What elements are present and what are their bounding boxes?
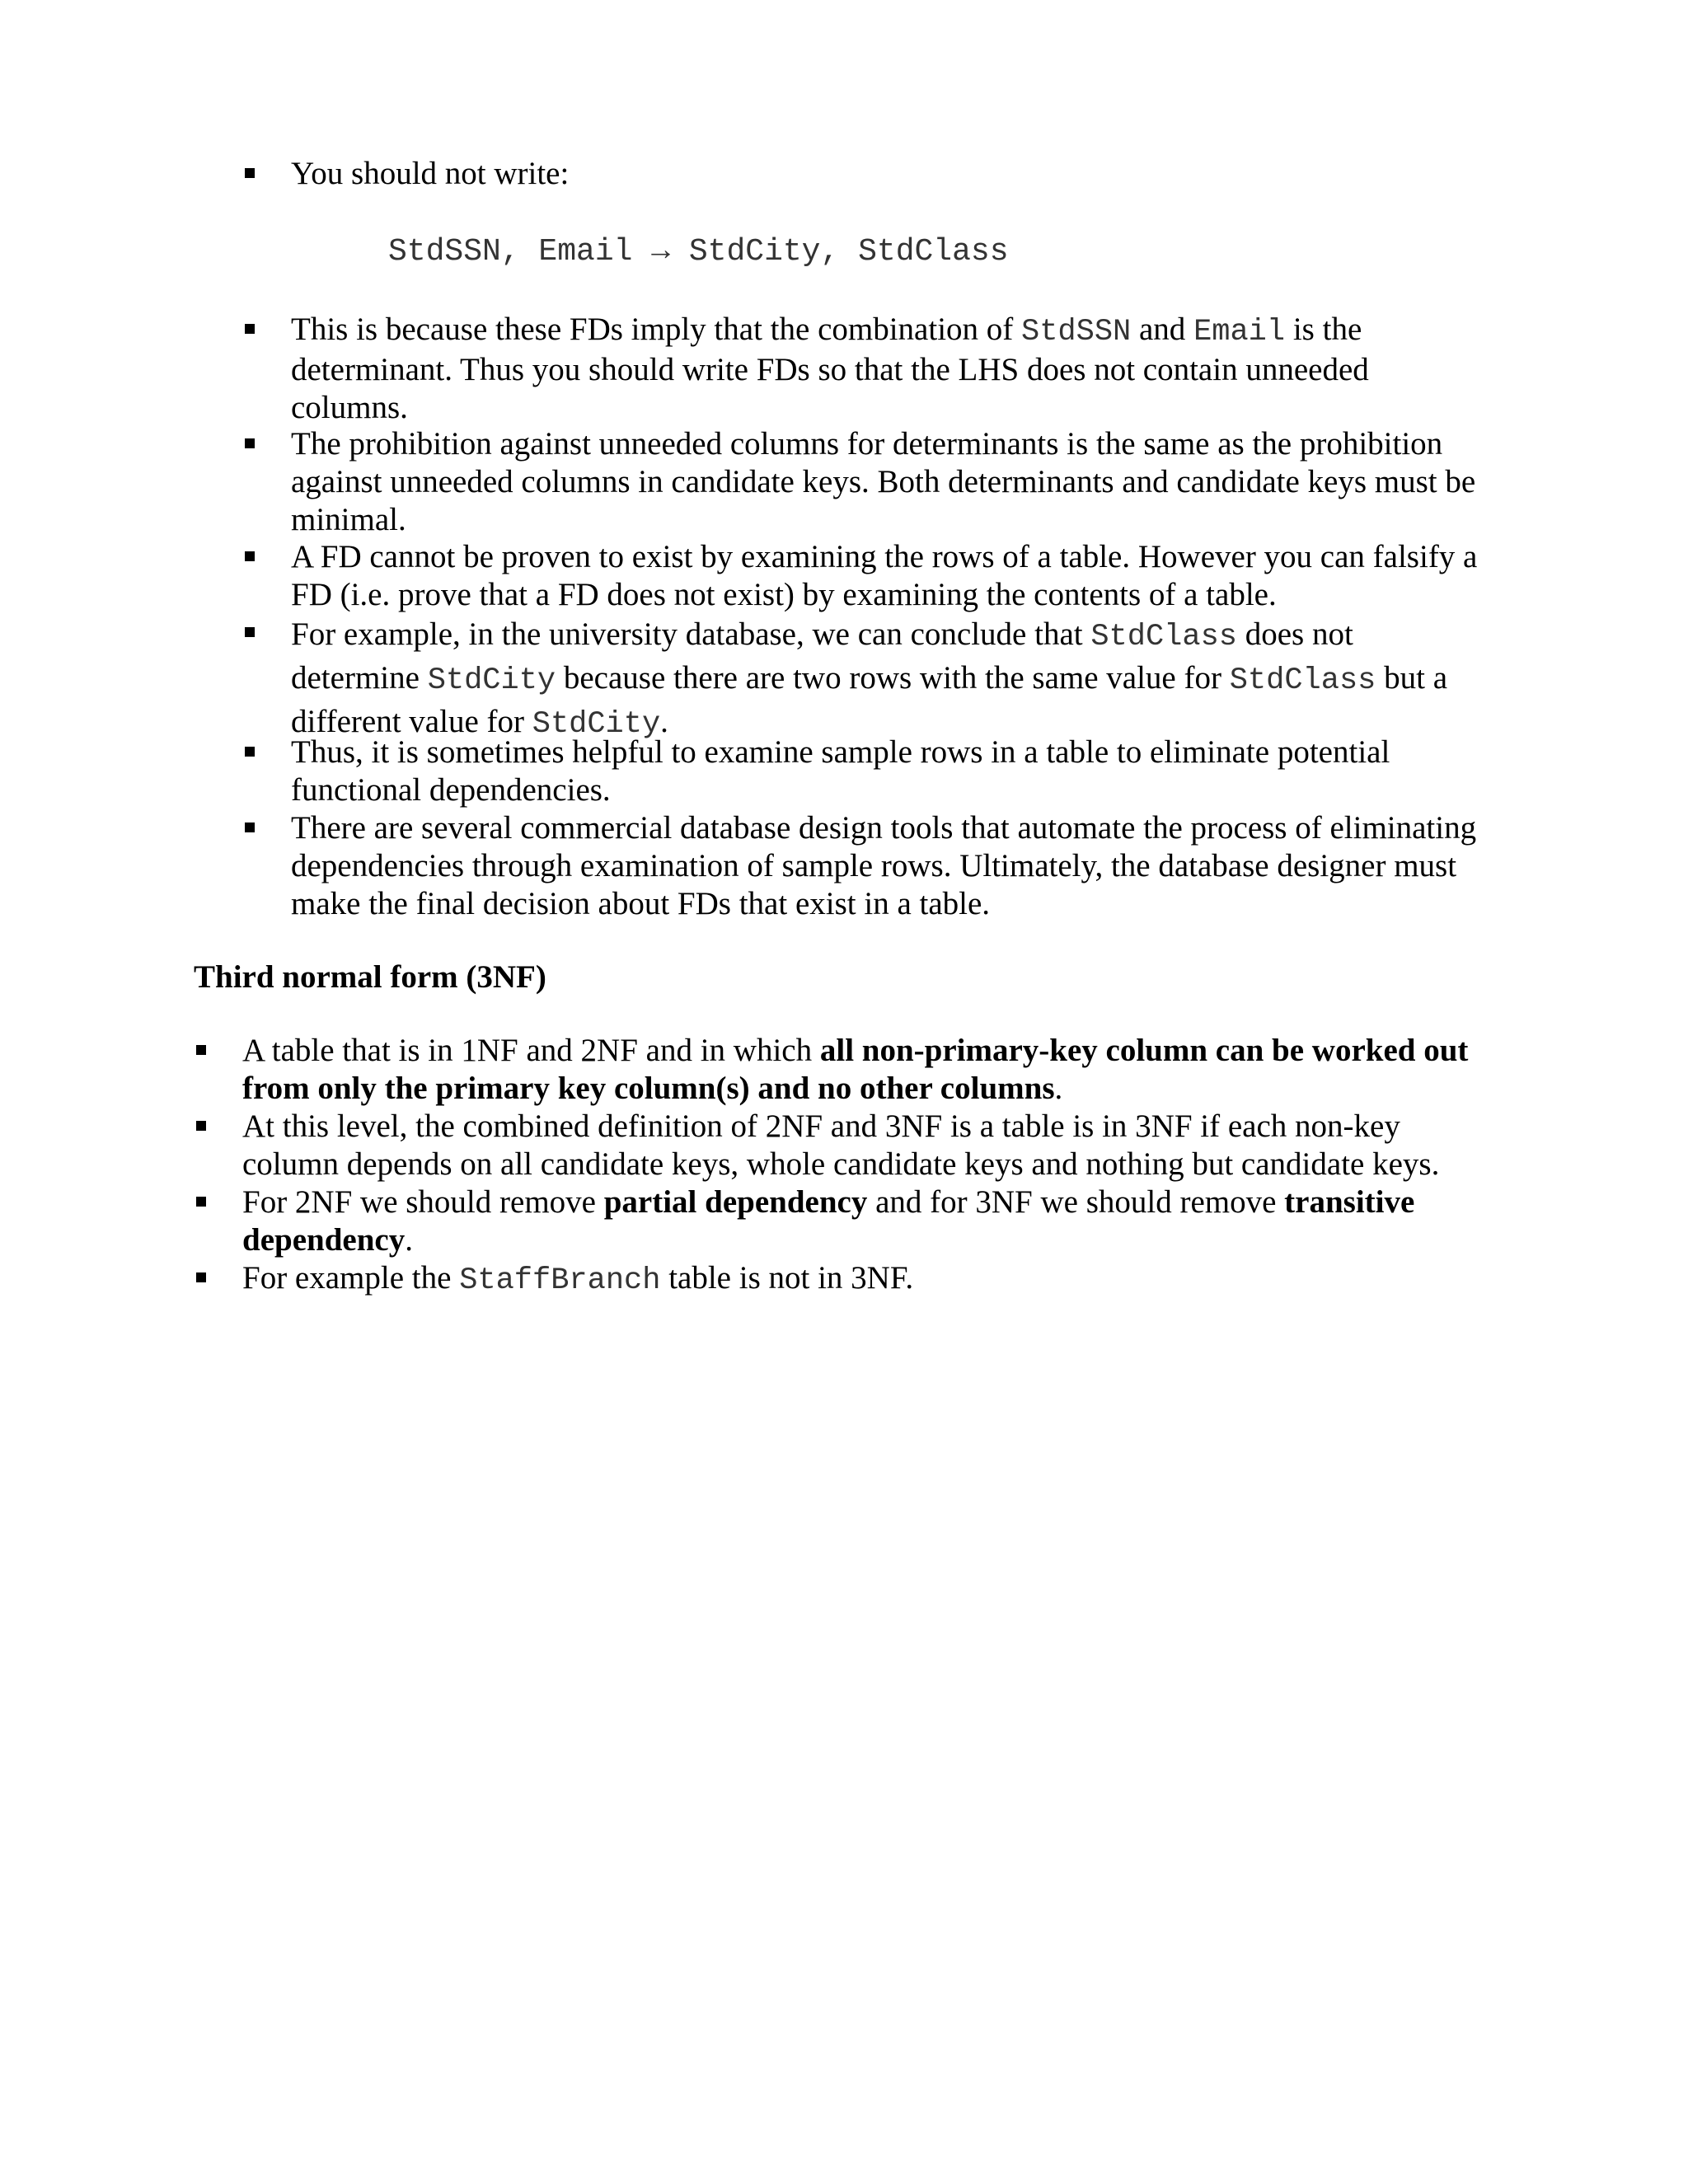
- bullet-line: For example the StaffBranch table is not in 3NF.: [242, 1260, 914, 1298]
- bullet-marker: [245, 168, 255, 178]
- bullet-marker: [196, 1121, 206, 1131]
- bullet-line: from only the primary key column(s) and no other columns.: [242, 1071, 1063, 1106]
- bullet-marker: [245, 438, 255, 448]
- bullet-line: The prohibition against unneeded columns for determinants is the same as the prohibition: [291, 426, 1443, 462]
- bullet-staffbranch-example: [242, 1259, 913, 1300]
- bullet-marker: [245, 627, 255, 637]
- bullet-design-tools: [291, 809, 1476, 923]
- bullet-line: dependencies through examination of sample rows. Ultimately, the database designer must: [291, 848, 1457, 883]
- section-heading: Third normal form (3NF): [194, 959, 546, 995]
- bullet-line: Thus, it is sometimes helpful to examine sample rows in a table to eliminate potential: [291, 734, 1390, 770]
- bullet-3nf-definition: [242, 1032, 1468, 1108]
- bullet-prohibition: [291, 425, 1475, 539]
- bullet-marker: [196, 1197, 206, 1207]
- bullet-line: There are several commercial database design tools that automate the process of eliminating: [291, 810, 1477, 846]
- bullet-marker: [245, 551, 255, 561]
- bullet-marker: [196, 1045, 206, 1055]
- bullet-line: A table that is in 1NF and 2NF and in which all non-primary-key column can be worked out: [242, 1033, 1469, 1068]
- bullet-combined-definition: [242, 1108, 1439, 1183]
- bullet-line: For example, in the university database, we can conclude that StdClass does not: [291, 616, 1353, 654]
- intro-text: [291, 155, 569, 193]
- bullet-line: make the final decision about FDs that exist in a table.: [291, 886, 991, 921]
- bullet-marker: [245, 324, 255, 334]
- bullet-marker: [245, 823, 255, 832]
- bullet-line: A FD cannot be proven to exist by examining the rows of a table. However you can falsify a: [291, 539, 1478, 574]
- bullet-line: column depends on all candidate keys, whole candidate keys and nothing but candidate keys.: [242, 1146, 1440, 1182]
- bullet-marker: [245, 747, 255, 757]
- bullet-determinant-combination: [291, 311, 1369, 427]
- bullet-university-example: [291, 614, 1447, 745]
- bullet-line: dependency.: [242, 1222, 413, 1258]
- bullet-line: At this level, the combined definition of 2NF and 3NF is a table is in 3NF if each non-key: [242, 1108, 1400, 1144]
- intro-line: You should not write:: [291, 156, 570, 191]
- bullet-sample-rows: [291, 733, 1390, 809]
- bullet-line: minimal.: [291, 502, 406, 537]
- bullet-line: determine StdCity because there are two rows with the same value for StdClass but a: [291, 660, 1448, 698]
- bullet-line: FD (i.e. prove that a FD does not exist) by examining the contents of a table.: [291, 577, 1277, 612]
- bullet-line: This is because these FDs imply that the combination of StdSSN and Email is the: [291, 312, 1362, 349]
- bullet-line: For 2NF we should remove partial dependency and for 3NF we should remove transitive: [242, 1184, 1415, 1220]
- bullet-line: determinant. Thus you should write FDs so that the LHS does not contain unneeded: [291, 352, 1369, 387]
- bullet-dependency-removal: [242, 1183, 1414, 1259]
- bullet-line: against unneeded columns in candidate keys. Both determinants and candidate keys must be: [291, 464, 1476, 499]
- bullet-marker: [196, 1272, 206, 1282]
- bullet-line: columns.: [291, 390, 408, 425]
- bullet-line: functional dependencies.: [291, 772, 611, 808]
- bullet-line: different value for StdCity.: [291, 704, 668, 742]
- code-example: StdSSN, Email → StdCity, StdClass: [388, 234, 1009, 269]
- bullet-fd-proof: [291, 538, 1477, 614]
